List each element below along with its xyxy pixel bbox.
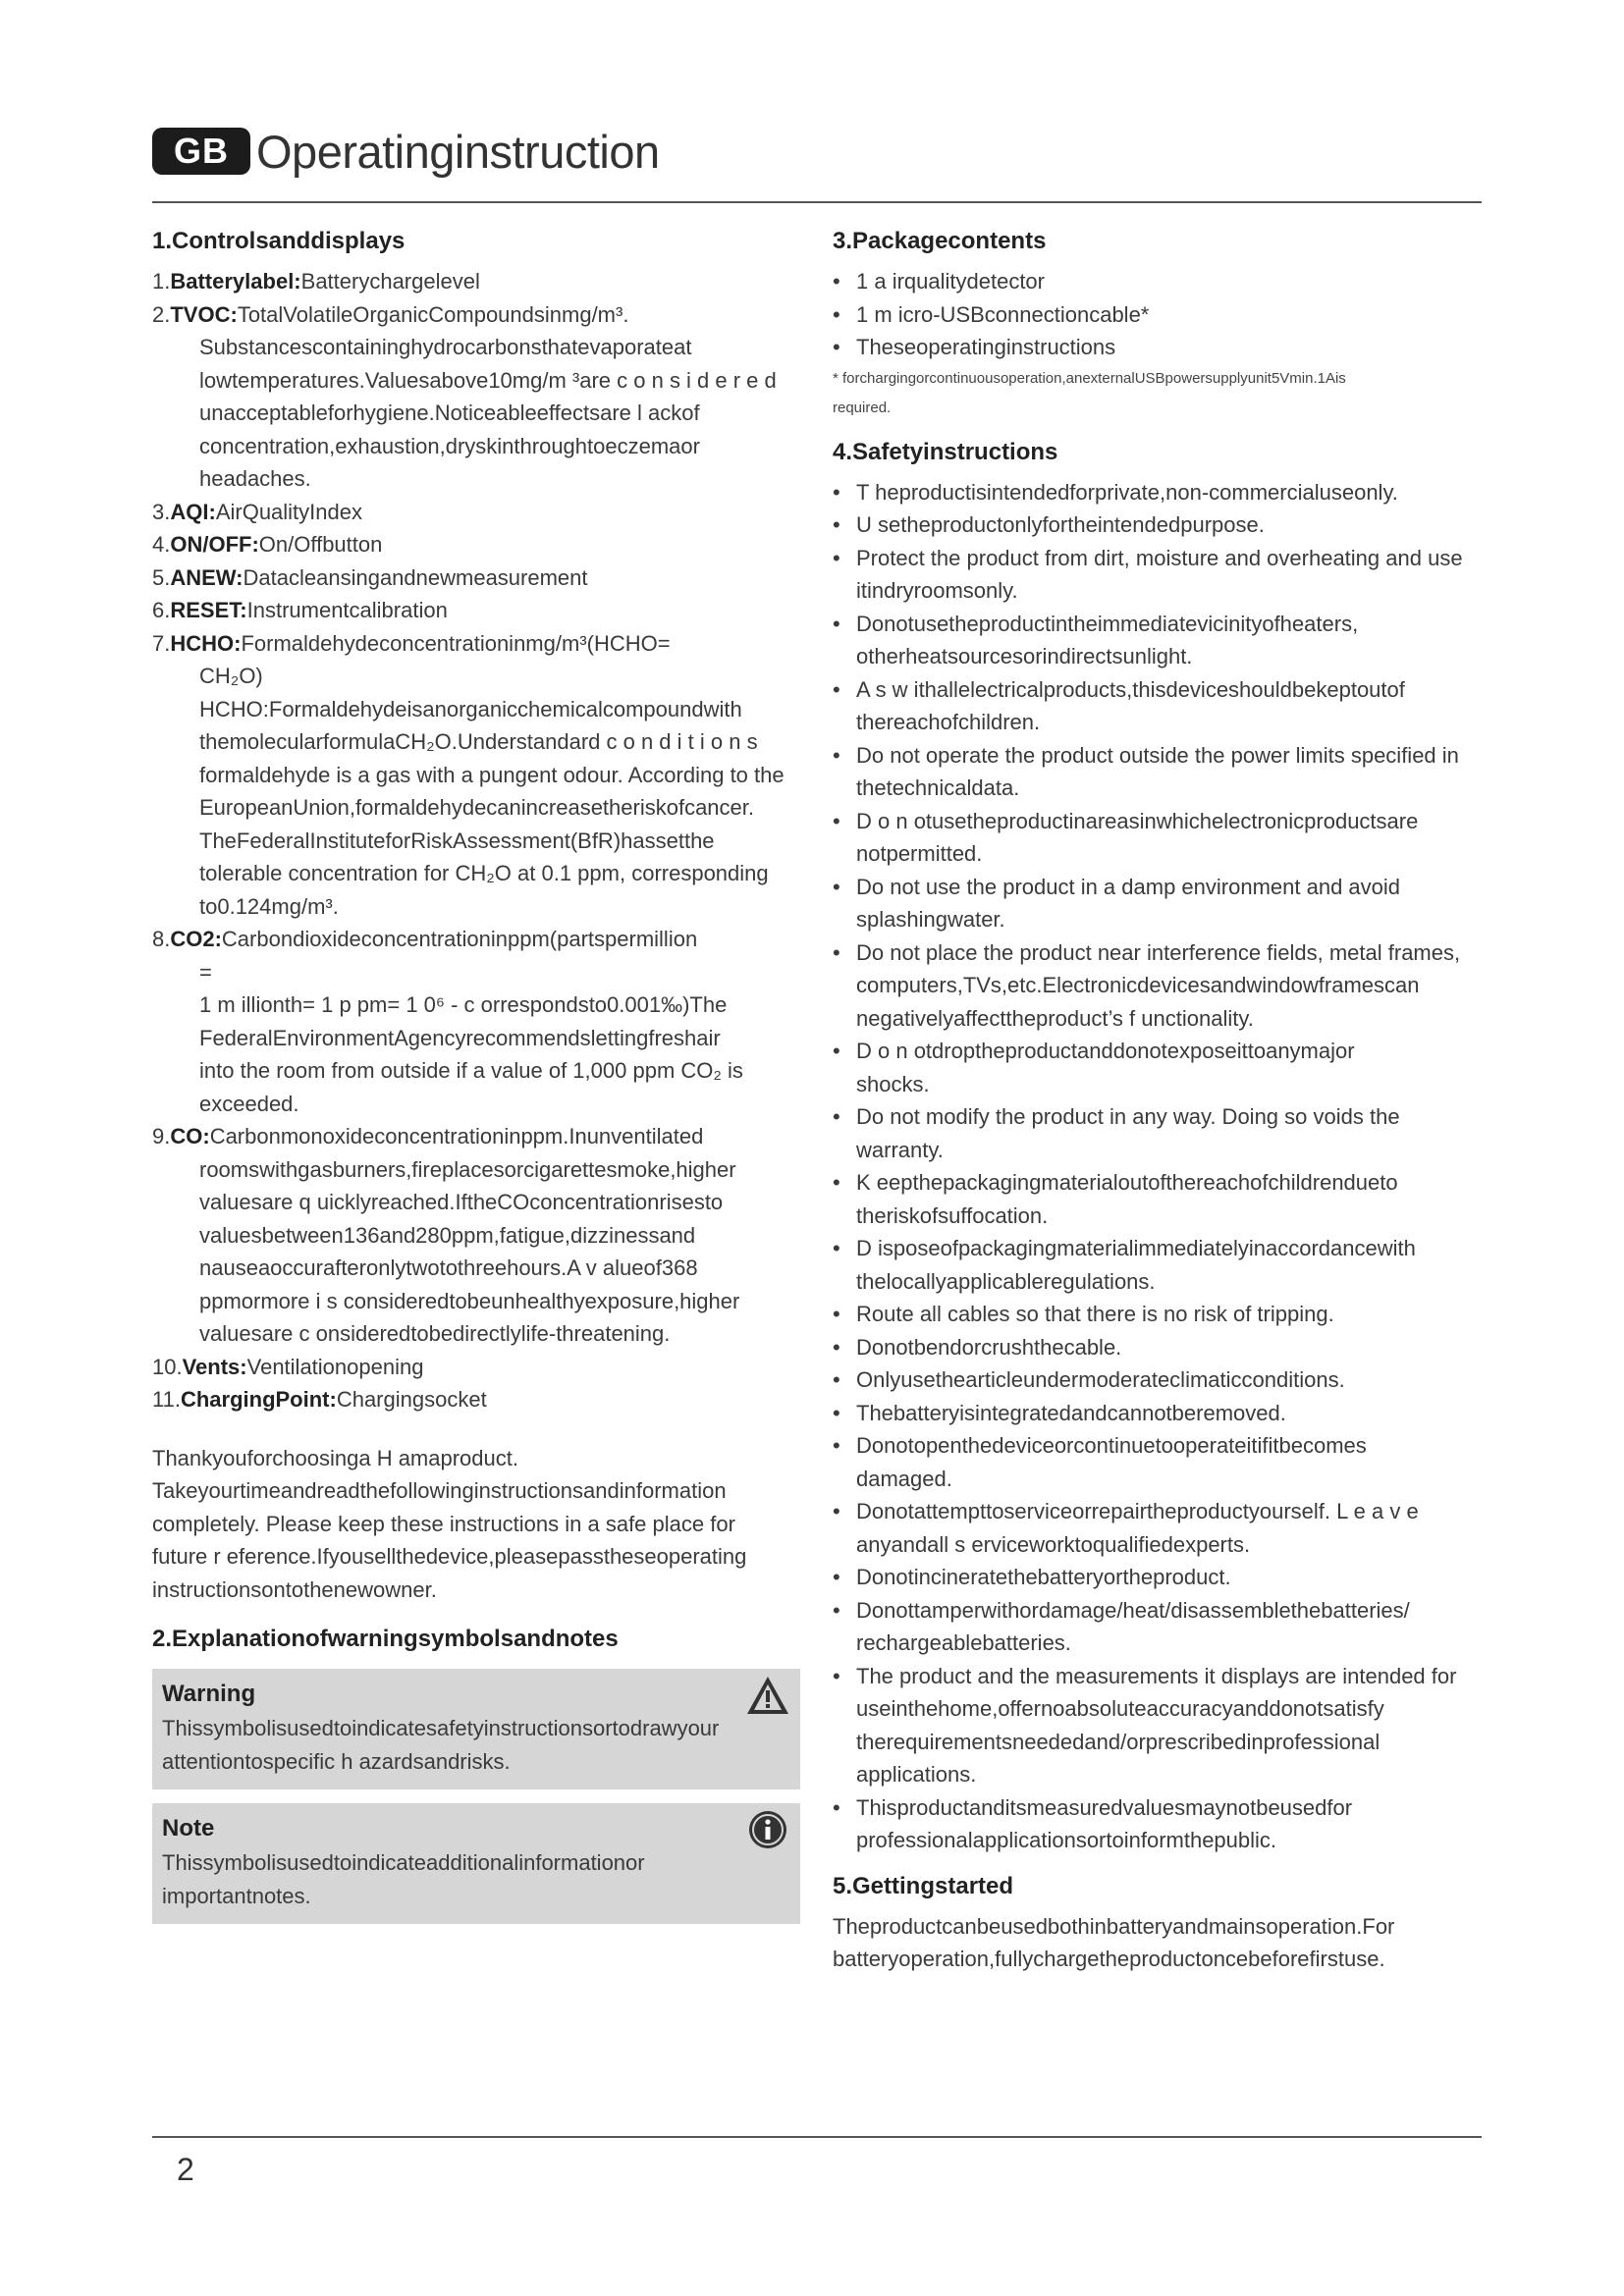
- bullet-dot: •: [833, 808, 840, 833]
- safety-item: [833, 1166, 1481, 1232]
- control-item: [152, 1351, 800, 1384]
- bullet-dot: •: [833, 1170, 840, 1195]
- control-item: [152, 1383, 800, 1416]
- control-label: Vents:: [182, 1354, 247, 1379]
- safety-item-line: professionalapplicationsortoinformthepublic.: [856, 1828, 1277, 1852]
- safety-item: [833, 1594, 1481, 1660]
- safety-item-line: Thisproductanditsmeasuredvaluesmaynotbeusedfor: [856, 1794, 1353, 1820]
- safety-item: [833, 608, 1481, 673]
- control-item: [152, 627, 800, 661]
- control-detail-line: to0.124mg/m³.: [199, 893, 339, 919]
- safety-item: [833, 1561, 1481, 1594]
- bullet-dot: •: [833, 1499, 840, 1523]
- bullet-dot: •: [833, 1597, 840, 1623]
- control-text: AirQualityIndex: [215, 499, 362, 524]
- control-detail-line: FederalEnvironmentAgencyrecommendslettingfreshair: [199, 1025, 721, 1050]
- safety-item: [833, 1495, 1481, 1561]
- control-number: 4.: [152, 532, 171, 557]
- bullet-dot: •: [833, 1433, 840, 1458]
- control-detail-line: CH₂O): [199, 664, 263, 688]
- control-text: Ventilationopening: [246, 1354, 424, 1379]
- safety-item-line: U setheproductonlyfortheintendedpurpose.: [856, 512, 1265, 537]
- note-text: [162, 1846, 790, 1912]
- safety-item-line: anyandall s erviceworktoqualifiedexperts.: [856, 1531, 1251, 1557]
- control-text: Carbondioxideconcentrationinppm(partspermillion: [221, 927, 698, 951]
- safety-list: [833, 476, 1481, 1857]
- control-detail-line: concentration,exhaustion,dryskinthroughtoeczemaor: [199, 433, 700, 458]
- control-detail-line: tolerable concentration for CH₂O at 0.1 ppm, corresponding: [199, 861, 769, 885]
- control-number: 8.: [152, 927, 171, 951]
- safety-item-line: Onlyusethearticleundermoderateclimaticconditions.: [856, 1367, 1345, 1392]
- safety-item-line: Donotbendorcrushthecable.: [856, 1334, 1122, 1360]
- control-detail-line: valuesare c onsideredtobedirectlylife-threatening.: [199, 1321, 671, 1346]
- control-text: Batterychargelevel: [300, 269, 480, 294]
- safety-item-line: Thebatteryisintegratedandcannotberemoved.: [856, 1400, 1286, 1425]
- safety-item-line: splashingwater.: [856, 907, 1005, 932]
- bullet-dot: •: [833, 1334, 840, 1360]
- warning-triangle-icon: [745, 1675, 790, 1716]
- control-detail-line: lowtemperatures.Valuesabove10mg/m ³are c o n s i d e r e d: [199, 367, 777, 393]
- control-number: 3.: [152, 499, 171, 524]
- language-badge: GB: [152, 128, 250, 175]
- control-number: 11.: [152, 1387, 181, 1412]
- warning-text: [162, 1712, 790, 1778]
- safety-item: [833, 1232, 1481, 1298]
- safety-item: [833, 1298, 1481, 1331]
- safety-item-line: D isposeofpackagingmaterialimmediatelyinaccordancewith: [856, 1236, 1416, 1260]
- warning-box: [152, 1669, 800, 1789]
- bullet-dot: •: [833, 301, 840, 327]
- note-title: Note: [162, 1815, 215, 1842]
- note-line: Thissymbolisusedtoindicateadditionalinformationor: [162, 1850, 645, 1875]
- control-item: [152, 528, 800, 561]
- control-detail-line: themolecularformulaCH₂O.Understandard c o n d i t i o n s: [199, 729, 758, 754]
- controls-title: 1.Controlsanddisplays: [152, 228, 406, 254]
- control-detail-line: HCHO:Formaldehydeisanorganicchemicalcompoundwith: [199, 696, 742, 721]
- controls-list: [152, 265, 800, 1416]
- footnote-line: * forchargingorcontinuousoperation,anexternalUSBpowersupplyunit5Vmin.1Ais: [833, 369, 1346, 387]
- package-title: 3.Packagecontents: [833, 228, 1047, 254]
- control-label: Batterylabel:: [170, 269, 301, 294]
- warning-line: attentiontospecific h azardsandrisks.: [162, 1748, 511, 1774]
- control-item: [152, 265, 800, 298]
- bullet-dot: •: [833, 1794, 840, 1820]
- control-detail-line: into the room from outside if a value of 1,000 ppm CO₂ is: [199, 1058, 743, 1083]
- safety-item-line: thetechnicaldata.: [856, 775, 1020, 800]
- safety-item-line: A s w ithallelectricalproducts,thisdeviceshouldbekeptoutof: [856, 676, 1405, 702]
- bullet-dot: •: [833, 1400, 840, 1425]
- bullet-dot: •: [833, 335, 840, 359]
- control-label: ON/OFF:: [170, 532, 259, 557]
- page-title: Operatinginstruction: [256, 125, 660, 178]
- safety-item-line: D o n otdroptheproductanddonotexposeittoanymajor: [856, 1039, 1355, 1063]
- bullet-dot: •: [833, 1236, 840, 1260]
- thanks-line: instructionsontothenewowner.: [152, 1576, 437, 1602]
- control-number: 9.: [152, 1124, 171, 1148]
- left-column: [152, 226, 800, 1924]
- bullet-dot: •: [833, 874, 840, 899]
- footer-divider: [152, 2136, 1482, 2138]
- note-line: importantnotes.: [162, 1883, 311, 1908]
- note-box: [152, 1803, 800, 1924]
- page-number: 2: [177, 2152, 194, 2187]
- bullet-dot: •: [833, 1663, 840, 1688]
- safety-item-line: itindryroomsonly.: [856, 578, 1018, 603]
- control-detail-line: roomswithgasburners,fireplacesorcigarettesmoke,higher: [199, 1156, 736, 1182]
- control-label: RESET:: [170, 598, 247, 622]
- safety-item: [833, 739, 1481, 805]
- getting-started-text: [833, 1910, 1481, 1976]
- bullet-dot: •: [833, 512, 840, 537]
- package-item: [833, 265, 1481, 298]
- control-number: 6.: [152, 598, 171, 622]
- control-detail-line: valuesbetween136and280ppm,fatigue,dizzinessand: [199, 1222, 696, 1248]
- control-text: TotalVolatileOrganicCompoundsinmg/m³.: [237, 301, 629, 327]
- control-number: 7.: [152, 630, 171, 656]
- header-divider: [152, 201, 1482, 203]
- safety-item-line: The product and the measurements it displays are intended for: [856, 1663, 1457, 1688]
- footnote-line: required.: [833, 399, 892, 416]
- thanks-line: completely. Please keep these instructions in a safe place for: [152, 1511, 735, 1536]
- warnings-section-title: 2.Explanationofwarningsymbolsandnotes: [152, 1626, 619, 1652]
- control-number: 1.: [152, 269, 171, 294]
- getting-started-line: batteryoperation,fullychargetheproductoncebeforefirstuse.: [833, 1947, 1385, 1971]
- safety-item-line: K eepthepackagingmaterialoutofthereachofchildrendueto: [856, 1170, 1398, 1195]
- bullet-dot: •: [833, 742, 840, 768]
- safety-item-line: Donotusetheproductintheimmediatevicinityofheaters,: [856, 611, 1359, 636]
- control-label: ChargingPoint:: [180, 1387, 337, 1412]
- warning-line: Thissymbolisusedtoindicatesafetyinstructionsortodrawyour: [162, 1716, 720, 1740]
- bullet-dot: •: [833, 479, 840, 505]
- safety-item: [833, 1791, 1481, 1857]
- safety-item-line: Do not place the product near interference fields, metal frames,: [856, 939, 1461, 965]
- bullet-dot: •: [833, 1367, 840, 1392]
- control-number: 5.: [152, 564, 171, 590]
- bullet-dot: •: [833, 1302, 840, 1326]
- control-detail-line: Substancescontaininghydrocarbonsthatevaporateat: [199, 335, 692, 359]
- control-label: CO:: [170, 1124, 210, 1148]
- thanks-line: future r eference.Ifyousellthedevice,pleasepasstheseoperating: [152, 1544, 747, 1569]
- safety-item: [833, 805, 1481, 871]
- control-item: [152, 561, 800, 595]
- safety-item: [833, 1363, 1481, 1397]
- safety-item: [833, 1331, 1481, 1364]
- safety-item-line: Donotattempttoserviceorrepairtheproductyourself. L e a v e: [856, 1499, 1419, 1523]
- bullet-dot: •: [833, 1104, 840, 1129]
- control-detail-line: unacceptableforhygiene.Noticeableeffectsare l ackof: [199, 400, 700, 425]
- bullet-dot: •: [833, 545, 840, 570]
- safety-item: [833, 1397, 1481, 1430]
- safety-item-line: Protect the product from dirt, moisture and overheating and use: [856, 545, 1463, 570]
- control-item: [152, 923, 800, 956]
- safety-item-line: Do not use the product in a damp environment and avoid: [856, 874, 1401, 899]
- bullet-dot: •: [833, 676, 840, 702]
- right-column: [833, 226, 1481, 1976]
- control-text: Carbonmonoxideconcentrationinppm.Inunventilated: [209, 1124, 704, 1148]
- package-item: [833, 331, 1481, 364]
- package-item: [833, 298, 1481, 332]
- control-label: TVOC:: [170, 301, 238, 327]
- package-item-text: Theseoperatinginstructions: [856, 335, 1116, 359]
- safety-item-line: thelocallyapplicableregulations.: [856, 1268, 1156, 1294]
- page-header: [152, 124, 660, 179]
- safety-item-line: thereachofchildren.: [856, 710, 1041, 734]
- control-detail-line: ppmormore i s consideredtobeunhealthyexposure,higher: [199, 1288, 740, 1313]
- control-item: [152, 298, 800, 332]
- bullet-dot: •: [833, 939, 840, 965]
- safety-item-line: Donotopenthedeviceorcontinuetooperateitifitbecomes: [856, 1433, 1367, 1458]
- safety-item: [833, 936, 1481, 1036]
- control-detail-line: exceeded.: [199, 1091, 299, 1116]
- control-text: Datacleansingandnewmeasurement: [243, 564, 588, 590]
- getting-started-title: 5.Gettingstarted: [833, 1872, 1014, 1899]
- control-number: 2.: [152, 301, 171, 327]
- control-item: [152, 496, 800, 529]
- control-detail-line: headaches.: [199, 466, 311, 491]
- control-detail-line: =: [199, 959, 212, 985]
- control-item: [152, 1120, 800, 1153]
- thanks-paragraph: [152, 1442, 800, 1607]
- safety-item-line: Donottamperwithordamage/heat/disassemblethebatteries/: [856, 1597, 1410, 1623]
- safety-item-line: warranty.: [856, 1137, 944, 1162]
- safety-item-line: Do not modify the product in any way. Doing so voids the: [856, 1104, 1400, 1129]
- control-item: [152, 594, 800, 627]
- safety-item: [833, 508, 1481, 542]
- control-detail-line: formaldehyde is a gas with a pungent odour. According to the: [199, 762, 785, 787]
- control-detail-line: EuropeanUnion,formaldehydecanincreasetheriskofcancer.: [199, 795, 755, 820]
- safety-item-line: T heproductisintendedforprivate,non-commercialuseonly.: [856, 479, 1398, 505]
- safety-item: [833, 1429, 1481, 1495]
- warning-title: Warning: [162, 1681, 256, 1707]
- safety-item: [833, 1035, 1481, 1100]
- safety-item-line: computers,TVs,etc.Electronicdevicesandwindowframescan: [856, 973, 1420, 997]
- package-item-text: 1 m icro-USBconnectioncable*: [856, 301, 1150, 327]
- package-list: [833, 265, 1481, 364]
- safety-item: [833, 673, 1481, 739]
- safety-item-line: D o n otusetheproductinareasinwhichelectronicproductsare: [856, 808, 1419, 833]
- control-label: HCHO:: [170, 630, 242, 656]
- control-label: AQI:: [170, 499, 216, 524]
- control-text: Chargingsocket: [336, 1387, 487, 1412]
- safety-item-line: otherheatsourcesorindirectsunlight.: [856, 644, 1193, 668]
- safety-item-line: Route all cables so that there is no risk of tripping.: [856, 1302, 1334, 1326]
- bullet-dot: •: [833, 1039, 840, 1063]
- bullet-dot: •: [833, 611, 840, 636]
- thanks-line: Thankyouforchoosinga H amaproduct.: [152, 1445, 518, 1470]
- control-detail-line: TheFederalInstituteforRiskAssessment(BfR)hassetthe: [199, 828, 715, 853]
- safety-item-line: applications.: [856, 1762, 977, 1787]
- safety-item: [833, 871, 1481, 936]
- safety-item-line: theriskofsuffocation.: [856, 1202, 1049, 1228]
- safety-item-line: therequirementsneededand/orprescribedinprofessional: [856, 1729, 1380, 1754]
- control-number: 10.: [152, 1354, 183, 1379]
- control-label: CO2:: [170, 927, 222, 951]
- safety-title: 4.Safetyinstructions: [833, 438, 1058, 465]
- safety-item-line: negativelyaffecttheproduct’s f unctionality.: [856, 1005, 1254, 1031]
- control-text: Formaldehydeconcentrationinmg/m³(HCHO=: [241, 630, 671, 656]
- bullet-dot: •: [833, 269, 840, 294]
- thanks-line: Takeyourtimeandreadthefollowinginstructionsandinformation: [152, 1478, 727, 1503]
- control-label: ANEW:: [170, 564, 244, 590]
- control-detail-line: nauseaoccurafteronlytwotothreehours.A v alueof368: [199, 1255, 698, 1280]
- safety-item-line: rechargeablebatteries.: [856, 1630, 1071, 1655]
- getting-started-line: Theproductcanbeusedbothinbatteryandmainsoperation.For: [833, 1913, 1395, 1939]
- safety-item-line: damaged.: [856, 1466, 952, 1491]
- safety-item: [833, 542, 1481, 608]
- safety-item: [833, 1100, 1481, 1166]
- safety-item-line: shocks.: [856, 1071, 930, 1096]
- package-item-text: 1 a irqualitydetector: [856, 269, 1045, 294]
- safety-item: [833, 1660, 1481, 1791]
- control-detail-line: 1 m illionth= 1 p pm= 1 0⁶ - c orrespondsto0.001‰)The: [199, 992, 728, 1017]
- info-icon: [745, 1809, 790, 1850]
- safety-item: [833, 476, 1481, 509]
- bullet-dot: •: [833, 1565, 840, 1589]
- package-footnote: [833, 364, 1481, 423]
- control-detail-line: valuesare q uicklyreached.IftheCOconcentrationrisesto: [199, 1190, 724, 1214]
- safety-item-line: useinthehome,offernoabsoluteaccuracyanddonotsatisfy: [856, 1696, 1384, 1721]
- safety-item-line: Do not operate the product outside the power limits specified in: [856, 742, 1459, 768]
- safety-item-line: notpermitted.: [856, 841, 983, 866]
- control-text: Instrumentcalibration: [246, 598, 448, 622]
- safety-item-line: Donotincineratethebatteryortheproduct.: [856, 1565, 1231, 1589]
- control-text: On/Offbutton: [258, 532, 383, 557]
